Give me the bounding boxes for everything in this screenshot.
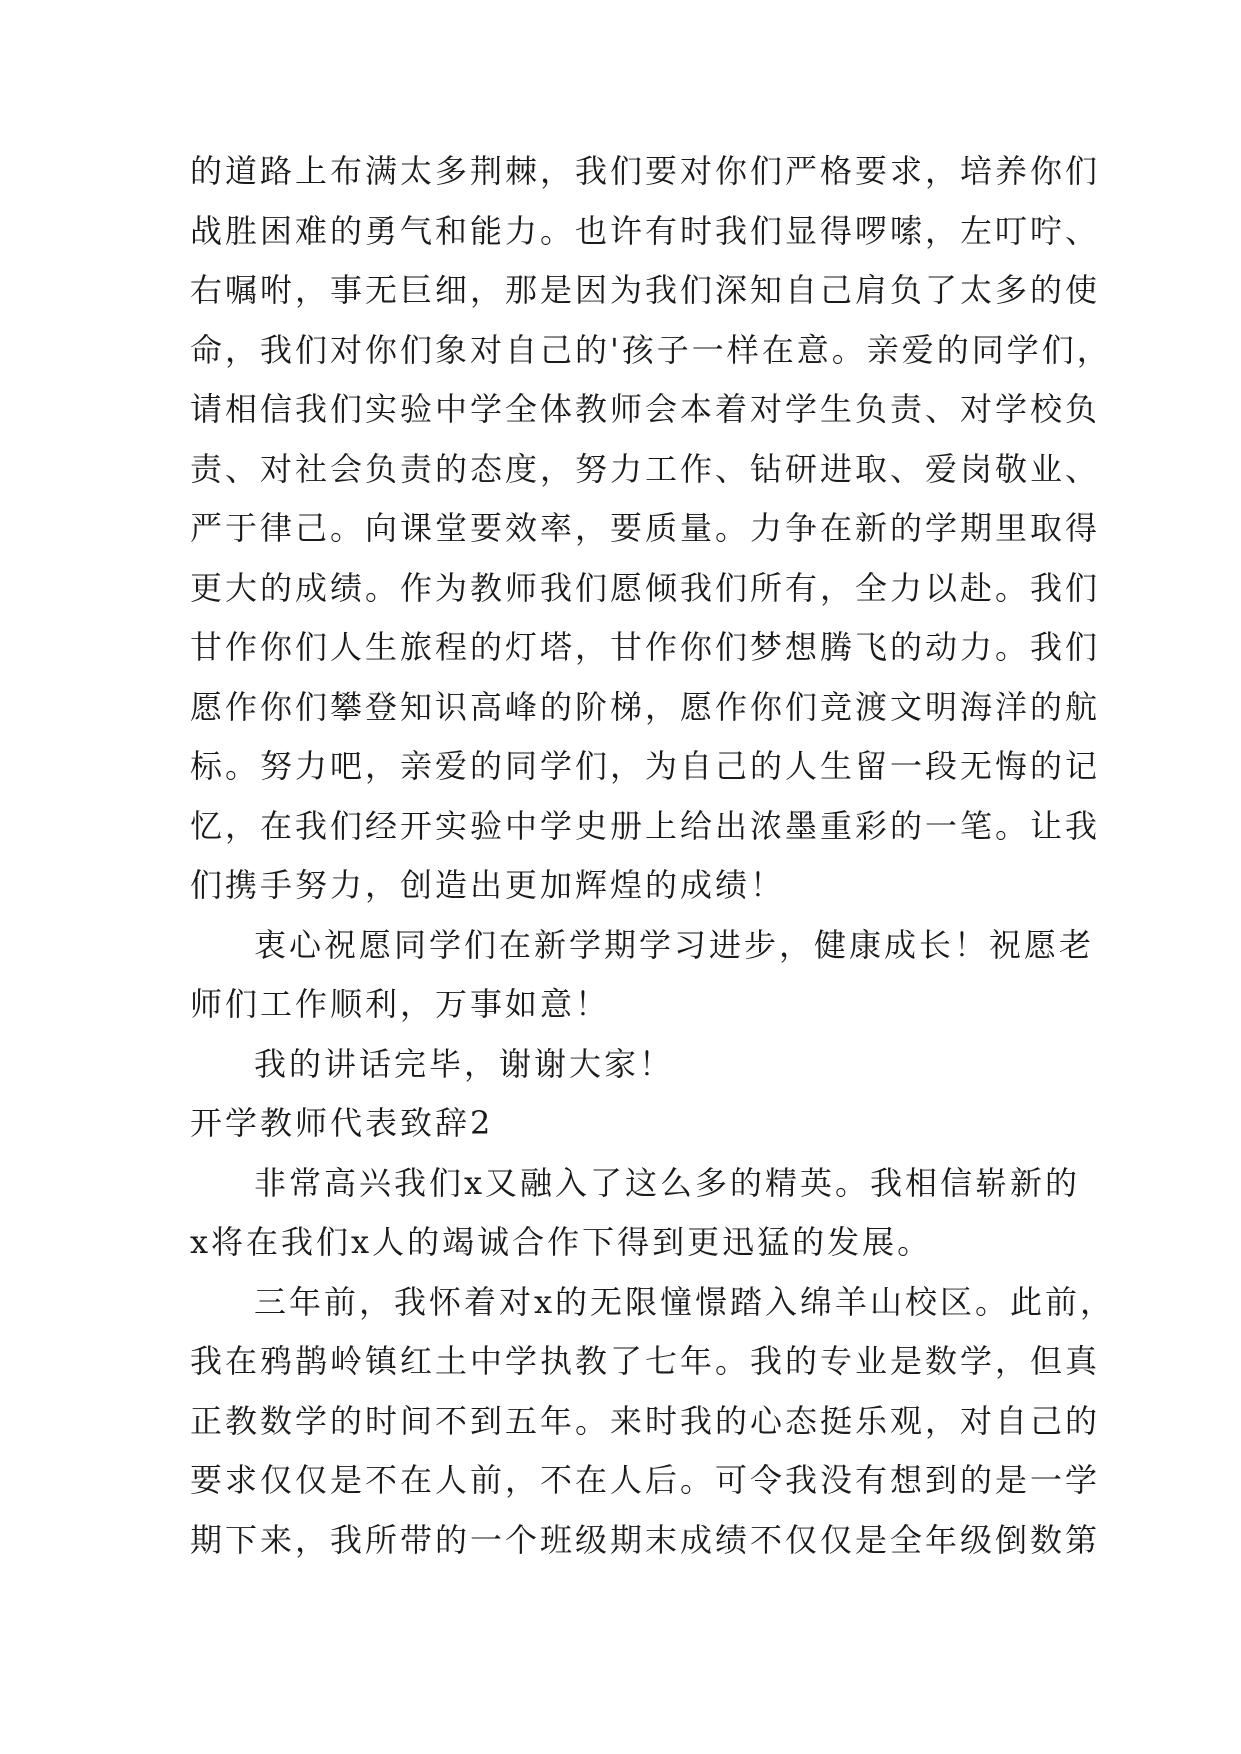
text-line: 三年前，我怀着对x的无限憧憬踏入绵羊山校区。此前， [254,1282,1116,1321]
text-line: 愿作你们攀登知识高峰的阶梯，愿作你们竞渡文明海洋的航 [190,687,1101,726]
body-text [190,142,1116,1570]
text-line: 要求仅仅是不在人前，不在人后。可令我没有想到的是一学 [190,1461,1101,1499]
text-line: x将在我们x人的竭诚合作下得到更迅猛的发展。 [190,1223,933,1261]
text-line: 战胜困难的勇气和能力。也许有时我们显得啰嗦，左叮咛、 [190,211,1101,250]
text-line: 我在鸦鹊岭镇红土中学执教了七年。我的专业是数学，但真 [190,1342,1101,1380]
text-line: 们携手努力，创造出更加辉煌的成绩！ [190,866,786,904]
text-line: 师们工作顺利，万事如意！ [190,985,611,1023]
text-line: 责、对社会负责的态度，努力工作、钻研进取、爱岗敬业、 [190,449,1101,488]
text-line: 请相信我们实验中学全体教师会本着对学生负责、对学校负 [190,390,1101,428]
text-line: 右嘱咐，事无巨细，那是因为我们深知自己肩负了太多的使 [190,271,1101,309]
text-line: 忆，在我们经开实验中学史册上给出浓墨重彩的一笔。让我 [190,806,1101,845]
text-line: 非常高兴我们x又融入了这么多的精英。我相信崭新的 [254,1163,1081,1202]
text-line: 标。努力吧，亲爱的同学们，为自己的人生留一段无悔的记 [190,747,1101,785]
text-line: 严于律己。向课堂要效率，要质量。力争在新的学期里取得 [190,509,1101,547]
text-line: 更大的成绩。作为教师我们愿倾我们所有，全力以赴。我们 [190,568,1101,607]
text-line: 甘作你们人生旅程的灯塔，甘作你们梦想腾飞的动力。我们 [190,628,1101,666]
text-line: 期下来，我所带的一个班级期末成绩不仅仅是全年级倒数第 [190,1520,1101,1559]
text-line: 开学教师代表致辞2 [190,1104,494,1142]
text-line: 衷心祝愿同学们在新学期学习进步，健康成长！祝愿老 [254,925,1095,964]
text-line: 我的讲话完毕，谢谢大家！ [254,1044,675,1083]
text-line: 正教数学的时间不到五年。来时我的心态挺乐观，对自己的 [190,1401,1101,1440]
text-line: 命，我们对你们象对自己的'孩子一样在意。亲爱的同学们， [190,330,1112,369]
text-line: 的道路上布满太多荆棘，我们要对你们严格要求，培养你们 [190,152,1101,190]
